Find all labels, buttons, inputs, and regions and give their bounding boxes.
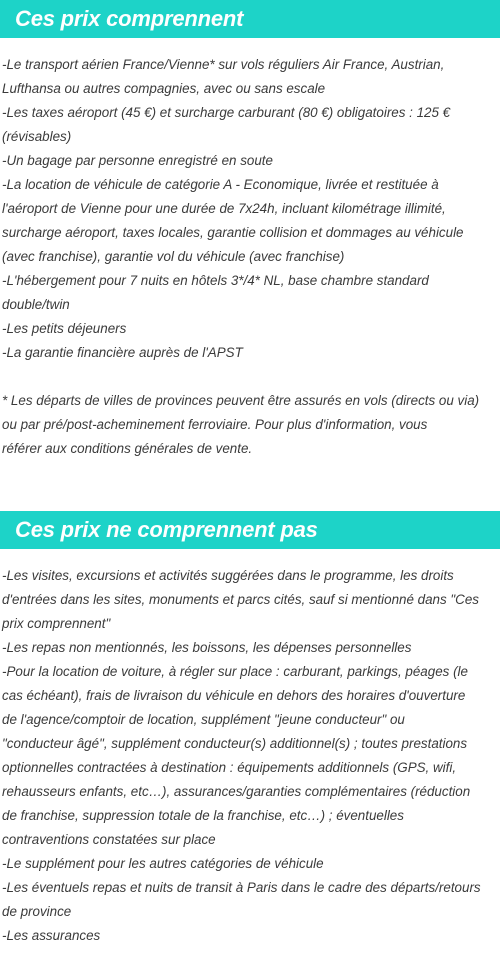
text-line: Lufthansa ou autres compagnies, avec ou sans escale xyxy=(2,81,326,96)
text-line: d'entrées dans les sites, monuments et parcs cités, sauf si mentionné dans "Ces xyxy=(2,592,479,607)
text-line: optionnelles contractées à destination : équipements additionnels (GPS, wifi, xyxy=(2,760,457,775)
text-line: cas échéant), frais de livraison du véhicule en dehors des horaires d'ouverture xyxy=(2,688,466,703)
text-line: surcharge aéroport, taxes locales, garantie collision et dommages au véhicule xyxy=(2,225,464,240)
text-line: contraventions constatées sur place xyxy=(2,832,216,847)
text-line: -Les éventuels repas et nuits de transit à Paris dans le cadre des départs/retours xyxy=(2,880,481,895)
excluded-header xyxy=(0,511,500,549)
text-line: * Les départs de villes de provinces peuvent être assurés en vols (directs ou via) xyxy=(2,393,480,408)
included-section xyxy=(0,0,500,461)
text-line: de franchise, suppression totale de la franchise, etc…) ; éventuelles xyxy=(2,808,404,823)
text-line: -La location de véhicule de catégorie A - Economique, livrée et restituée à xyxy=(2,177,439,192)
included-list xyxy=(0,38,500,461)
text-line: -Les assurances xyxy=(2,928,101,943)
text-line: -L'hébergement pour 7 nuits en hôtels 3*/4* NL, base chambre standard xyxy=(2,273,429,288)
text-line: -Les visites, excursions et activités suggérées dans le programme, les droits xyxy=(2,568,454,583)
text-line: -Le transport aérien France/Vienne* sur vols réguliers Air France, Austrian, xyxy=(2,57,445,72)
text-line: -Les taxes aéroport (45 €) et surcharge carburant (80 €) obligatoires : 125 € xyxy=(2,105,451,120)
excluded-section xyxy=(0,511,500,948)
text-line: -Pour la location de voiture, à régler sur place : carburant, parkings, péages (le xyxy=(2,664,468,679)
text-line: -Les repas non mentionnés, les boissons, les dépenses personnelles xyxy=(2,640,412,655)
text-line: rehausseurs enfants, etc…), assurances/garanties complémentaires (réduction xyxy=(2,784,471,799)
text-line: prix comprennent" xyxy=(2,616,111,631)
included-header xyxy=(0,0,500,38)
excluded-title: Ces prix ne comprennent pas xyxy=(15,517,318,542)
text-line: "conducteur âgé", supplément conducteur(s) additionnel(s) ; toutes prestations xyxy=(2,736,468,751)
excluded-list xyxy=(0,549,500,948)
blank-line xyxy=(2,365,500,389)
text-line: -La garantie financière auprès de l'APST xyxy=(2,345,243,360)
included-title: Ces prix comprennent xyxy=(15,6,244,31)
text-line: double/twin xyxy=(2,297,70,312)
text-line: ou par pré/post-acheminement ferroviaire. Pour plus d'information, vous xyxy=(2,417,428,432)
text-line: de l'agence/comptoir de location, supplément "jeune conducteur" ou xyxy=(2,712,405,727)
text-line: -Le supplément pour les autres catégories de véhicule xyxy=(2,856,324,871)
text-line: -Un bagage par personne enregistré en soute xyxy=(2,153,273,168)
text-line: référer aux conditions générales de vente. xyxy=(2,441,253,456)
text-line: l'aéroport de Vienne pour une durée de 7x24h, incluant kilométrage illimité, xyxy=(2,201,446,216)
text-line: (révisables) xyxy=(2,129,72,144)
text-line: de province xyxy=(2,904,72,919)
text-line: (avec franchise), garantie vol du véhicule (avec franchise) xyxy=(2,249,345,264)
text-line: -Les petits déjeuners xyxy=(2,321,127,336)
